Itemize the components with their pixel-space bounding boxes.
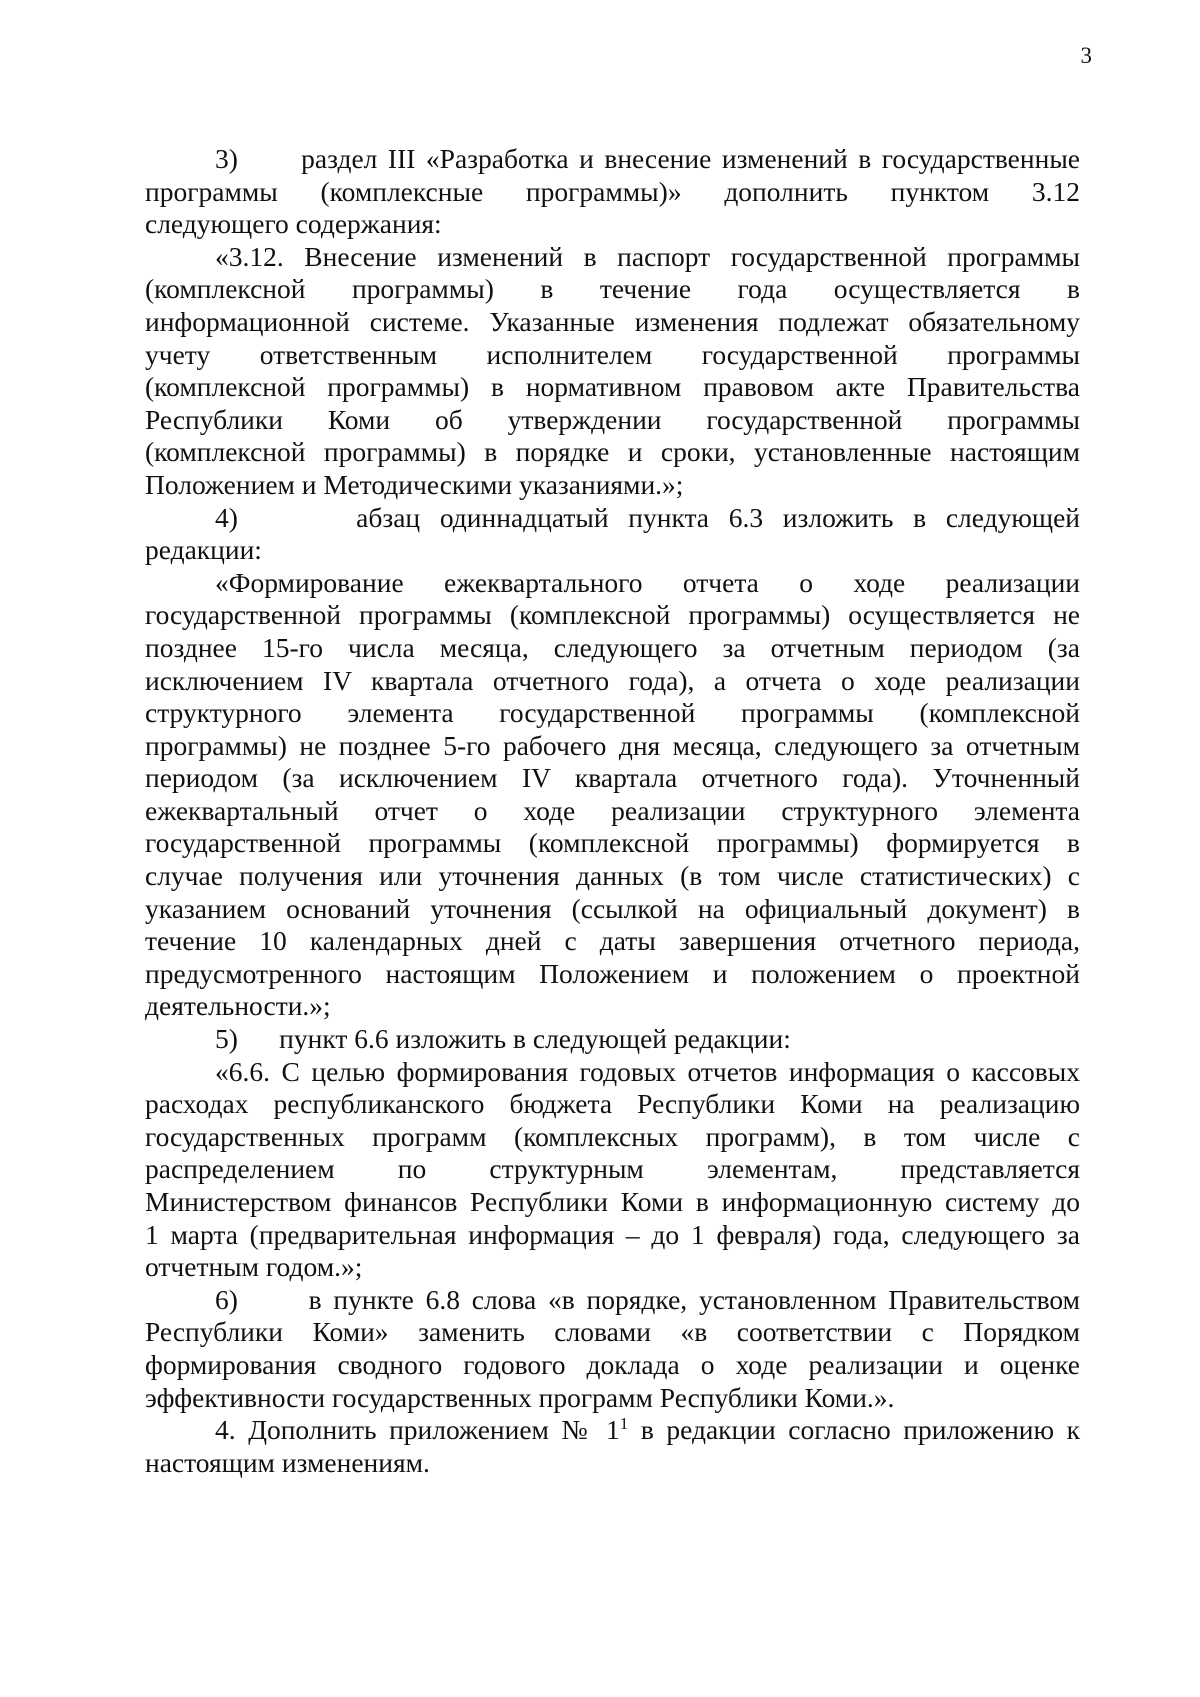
text-line: формирования сводного годового доклада о ходе реализации и оценке: [145, 1348, 1080, 1380]
text-line: Министерством финансов Республики Коми в информационную систему до: [145, 1186, 1080, 1217]
paragraph-section-4: [145, 1414, 1080, 1479]
text-line: информационной системе. Указанные изменения подлежат обязательному: [145, 305, 1080, 337]
text-line: 3) раздел III «Разработка и внесение изменений в государственные: [215, 143, 1080, 174]
paragraph-item-6: [145, 1284, 1080, 1414]
text-line: государственной программы (комплексной программы) формируется в: [145, 827, 1080, 859]
page-number: 3: [1080, 43, 1092, 68]
text-line: 5) пункт 6.6 изложить в следующей редакции:: [215, 1023, 791, 1055]
document-body: [145, 143, 1080, 1479]
text-line: предусмотренного настоящим Положением и положением о проектной: [145, 957, 1080, 989]
paragraph-item-5: [145, 1023, 1080, 1056]
text-line: ежеквартальный отчет о ходе реализации структурного элемента: [145, 794, 1080, 826]
text-segment: 4. Дополнить приложением № 1: [215, 1414, 620, 1446]
text-line: Республики Коми» заменить словами «в соответствии с Порядком: [145, 1316, 1080, 1348]
text-line: настоящим изменениям.: [145, 1446, 430, 1478]
text-line: «3.12. Внесение изменений в паспорт государственной программы: [215, 240, 1080, 272]
text-line: указанием оснований уточнения (ссылкой на официальный документ) в: [145, 892, 1080, 924]
text-line: Республики Коми об утверждении государственной программы: [145, 403, 1080, 435]
text-line: 6) в пункте 6.8 слова «в порядке, установленном Правительством: [215, 1283, 1080, 1315]
text-line: редакции:: [145, 534, 262, 566]
paragraph-item-4: [145, 502, 1080, 567]
text-line: периодом (за исключением IV квартала отчетного года). Уточненный: [145, 762, 1080, 794]
text-line: программы) не позднее 5-го рабочего дня месяца, следующего за отчетным: [145, 729, 1080, 761]
text-line: распределением по структурным элементам, представляется: [145, 1153, 1080, 1185]
text-line: программы (комплексные программы)» дополнить пунктом 3.12: [145, 175, 1080, 207]
text-line: позднее 15-го числа месяца, следующего за отчетным периодом (за: [145, 631, 1080, 663]
paragraph-item-3: [145, 143, 1080, 241]
text-line: течение 10 календарных дней с даты завершения отчетного периода,: [145, 925, 1080, 957]
text-line: эффективности государственных программ Республики Коми.».: [145, 1381, 895, 1413]
text-line: структурного элемента государственной программы (комплексной: [145, 697, 1080, 729]
text-line: государственной программы (комплексной программы) осуществляется не: [145, 599, 1080, 631]
text-line: случае получения или уточнения данных (в том числе статистических) с: [145, 860, 1080, 892]
text-line: «Формирование ежеквартального отчета о ходе реализации: [215, 566, 1080, 598]
text-line: деятельности.»;: [145, 990, 331, 1022]
text-line: учету ответственным исполнителем государственной программы: [145, 338, 1080, 370]
paragraph-quote-formation: [145, 567, 1080, 1023]
superscript: 1: [619, 1414, 629, 1433]
text-line: (комплексной программы) в порядке и сроки, установленные настоящим: [145, 436, 1080, 468]
text-line: (комплексной программы) в течение года осуществляется в: [145, 273, 1080, 305]
paragraph-quote-6-6: [145, 1056, 1080, 1284]
text-line: расходах республиканского бюджета Республики Коми на реализацию: [145, 1088, 1080, 1120]
text-line: государственных программ (комплексных программ), в том числе с: [145, 1120, 1080, 1152]
text-segment: в редакции согласно приложению к: [628, 1414, 1080, 1446]
text-line: «6.6. С целью формирования годовых отчетов информация о кассовых: [215, 1055, 1080, 1087]
text-line: (комплексной программы) в нормативном правовом акте Правительства: [145, 371, 1080, 403]
text-line: следующего содержания:: [145, 208, 442, 240]
text-line: [145, 1414, 1080, 1447]
text-line: Положением и Методическими указаниями.»;: [145, 468, 684, 500]
text-line: исключением IV квартала отчетного года), а отчета о ходе реализации: [145, 664, 1080, 696]
text-line: отчетным годом.»;: [145, 1251, 363, 1283]
paragraph-quote-3-12: [145, 241, 1080, 502]
text-line: 4) абзац одиннадцатый пункта 6.3 изложить в следующей: [215, 501, 1080, 533]
text-line: 1 марта (предварительная информация – до 1 февраля) года, следующего за: [145, 1218, 1080, 1250]
